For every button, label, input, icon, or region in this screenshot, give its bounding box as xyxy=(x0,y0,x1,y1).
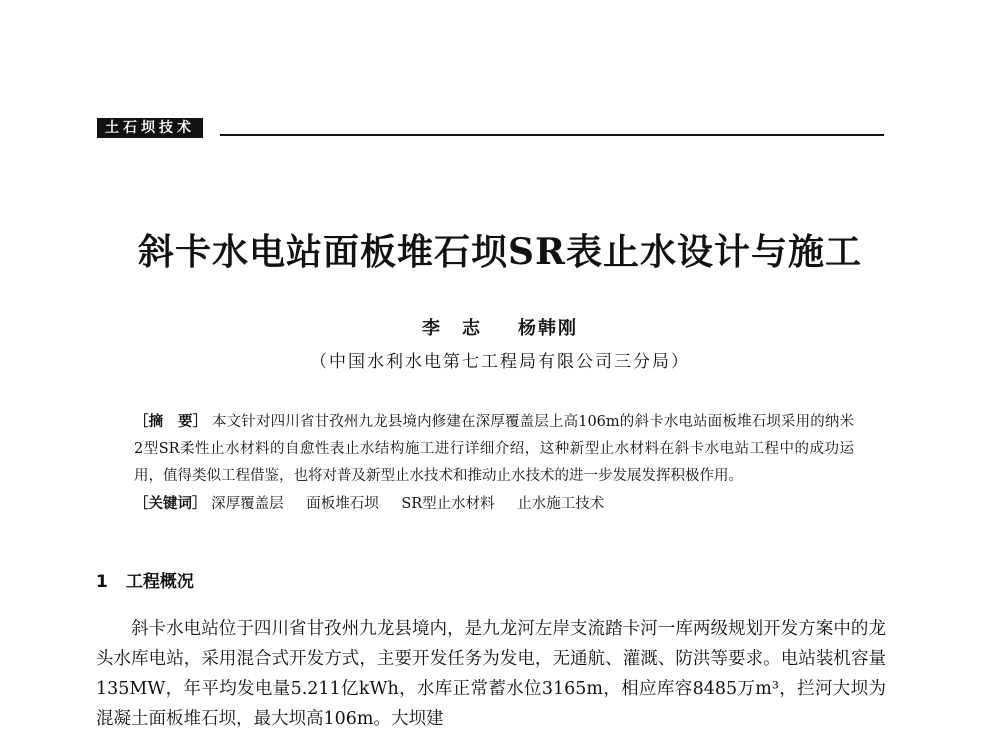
body-text xyxy=(96,614,886,734)
affiliation: （中国水利水电第七工程局有限公司三分局） xyxy=(310,352,690,372)
author-2: 杨韩刚 xyxy=(518,318,578,339)
abstract xyxy=(134,408,854,490)
abstract-block xyxy=(134,408,854,518)
abstract-label: ［摘 要］ xyxy=(134,413,208,430)
keyword: 深厚覆盖层 xyxy=(211,496,284,512)
authors xyxy=(0,314,1000,340)
keyword: 止水施工技术 xyxy=(517,496,605,512)
keywords-label: ［关键词］ xyxy=(134,495,207,512)
section-number: 1 xyxy=(96,572,108,592)
keyword: SR型止水材料 xyxy=(401,496,495,512)
keyword: 面板堆石坝 xyxy=(306,496,379,512)
header-rule xyxy=(220,134,884,136)
section-heading xyxy=(96,567,194,592)
keywords xyxy=(134,490,854,518)
paper-title: 斜卡水电站面板堆石坝SR表止水设计与施工 xyxy=(138,231,862,273)
body-paragraph: 斜卡水电站位于四川省甘孜州九龙县境内，是九龙河左岸支流踏卡河一库两级规划开发方案中的龙头水库电站，采用混合式开发方式，主要开发任务为发电，无通航、灌溉、防洪等要求。电站装机容量135MW，年平均发电量5.211亿kWh，水库正常蓄水位3165m，相应库容8485万m³，拦河大坝为混凝土面板堆石坝，最大坝高106m。大坝建 xyxy=(96,619,886,729)
author-1: 李 志 xyxy=(422,318,482,339)
abstract-text: 本文针对四川省甘孜州九龙县境内修建在深厚覆盖层上高106m的斜卡水电站面板堆石坝采用的纳米2型SR柔性止水材料的自愈性表止水结构施工进行详细介绍，这种新型止水材料在斜卡水电站工程中的成功运用，值得类似工程借鉴，也将对普及新型止水技术和推动止水技术的进一步发展发挥积极作用。 xyxy=(134,414,855,484)
section-tag: 土石坝技术 xyxy=(97,118,203,138)
section-title: 工程概况 xyxy=(125,572,194,592)
